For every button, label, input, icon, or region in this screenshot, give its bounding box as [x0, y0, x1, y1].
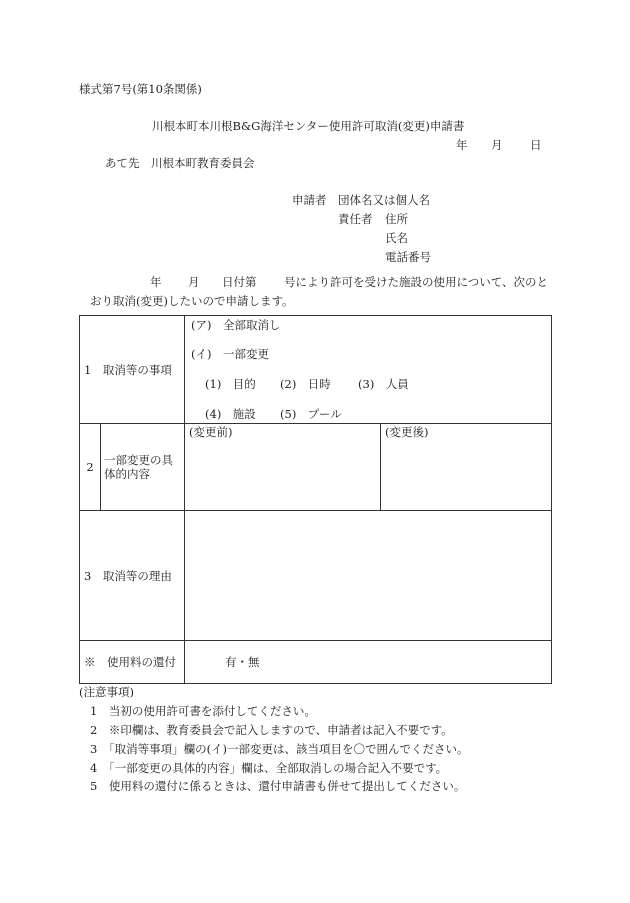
- notes-heading: (注意事項): [79, 685, 134, 699]
- applicant-org-name-label: 団体名又は個人名: [338, 193, 430, 207]
- applicant-label: 申請者: [292, 193, 327, 207]
- item-facility[interactable]: (4) 施設: [205, 407, 256, 421]
- refund-value[interactable]: 有・無: [225, 655, 260, 669]
- item-pool[interactable]: (5) プール: [280, 407, 342, 421]
- row-cancel-items: [80, 316, 552, 424]
- application-table: [79, 315, 552, 684]
- intro-rest: 号により許可を受けた施設の使用について、次のと: [284, 275, 549, 289]
- intro-month: 月: [188, 275, 200, 289]
- row4-label-cell: [80, 641, 185, 684]
- note-item: 2 ※印欄は、教育委員会で記入しますので、申請者は記入不要です。: [90, 723, 453, 737]
- row1-label-cell: [80, 316, 185, 424]
- row1-label: 1 取消等の事項: [84, 362, 172, 377]
- name-label: 氏名: [385, 231, 408, 245]
- refund-field[interactable]: [185, 641, 552, 684]
- row2-number-cell: [80, 424, 101, 511]
- address-label: 住所: [385, 212, 408, 226]
- option-full-cancel[interactable]: (ア) 全部取消し: [191, 318, 281, 332]
- row-refund: [80, 641, 552, 684]
- row1-options-cell[interactable]: [185, 316, 552, 424]
- addressee: あて先 川根本町教育委員会: [105, 156, 255, 170]
- date-day-label: 日: [530, 138, 542, 152]
- form-number: 様式第7号(第10条関係): [79, 82, 202, 96]
- row-cancel-reason: [80, 511, 552, 641]
- change-after-field[interactable]: [381, 424, 551, 510]
- intro-line2: おり取消(変更)したいので申請します。: [90, 294, 294, 308]
- row2-label-line2: 体的内容: [104, 467, 150, 481]
- date-year-label: 年: [456, 138, 468, 152]
- row2-number: 2: [86, 460, 94, 474]
- row3-label: 3 取消等の理由: [84, 568, 172, 583]
- item-datetime[interactable]: (2) 日時: [280, 377, 331, 391]
- date-month-label: 月: [491, 138, 503, 152]
- row4-label: ※ 使用料の還付: [84, 655, 176, 669]
- note-item: 4 「一部変更の具体的内容」欄は、全部取消しの場合記入不要です。: [90, 761, 448, 775]
- row2-label-cell: [101, 424, 185, 511]
- intro-year: 年: [150, 275, 162, 289]
- option-partial-change[interactable]: (イ) 一部変更: [191, 347, 269, 361]
- intro-day-no: 日付第: [222, 275, 257, 289]
- row2-label-line1: 一部変更の具: [104, 453, 173, 467]
- cancel-reason-field[interactable]: [185, 511, 552, 641]
- note-item: 5 使用料の還付に係るときは、還付申請書も併せて提出してください。: [90, 779, 466, 793]
- item-persons[interactable]: (3) 人員: [358, 377, 409, 391]
- form-title: 川根本町本川根B&G海洋センター使用許可取消(変更)申請書: [152, 119, 465, 133]
- note-item: 1 当初の使用許可書を添付してください。: [90, 704, 316, 718]
- item-purpose[interactable]: (1) 目的: [205, 377, 256, 391]
- responsible-label: 責任者: [338, 212, 373, 226]
- row2-content-cell: [185, 424, 552, 511]
- note-item: 3 「取消等事項」欄の(イ)一部変更は、該当項目を〇で囲んでください。: [90, 742, 469, 756]
- phone-label: 電話番号: [385, 250, 431, 264]
- change-after-label: (変更後): [385, 425, 429, 439]
- row3-label-cell: [80, 511, 185, 641]
- row-change-details: [80, 424, 552, 511]
- change-before-label: (変更前): [189, 425, 233, 439]
- change-before-field[interactable]: [185, 424, 381, 510]
